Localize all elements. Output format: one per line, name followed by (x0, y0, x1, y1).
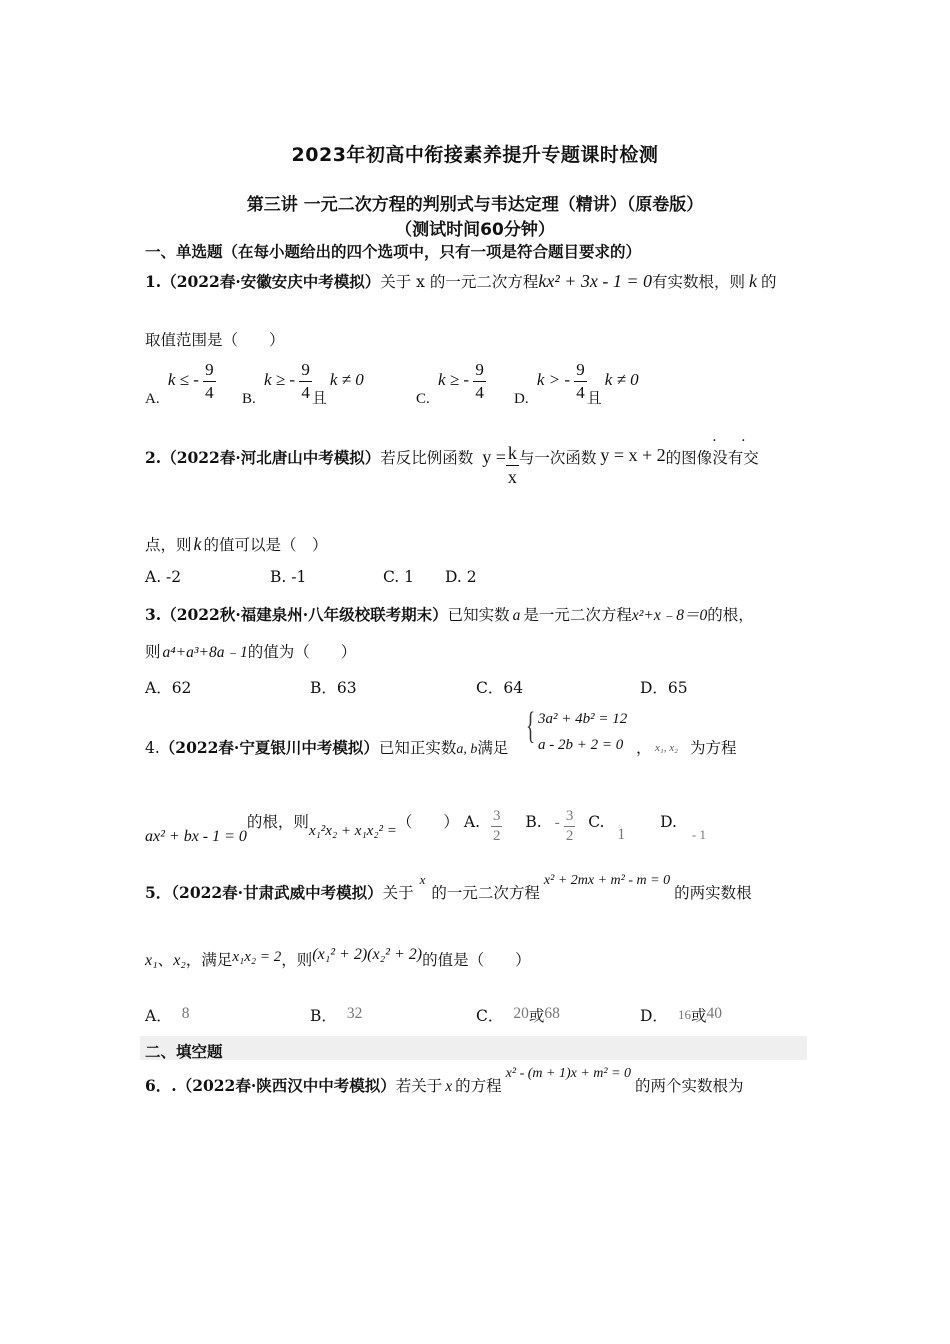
question-6-line-1 (145, 1063, 744, 1096)
option-a-label: A. (145, 390, 160, 407)
question-3-option-c: C．64 (476, 679, 524, 697)
question-4-option-d-value: - 1 (691, 826, 706, 842)
option-c-den: 4 (475, 382, 484, 402)
q5-d-value-2: 40 (706, 1005, 722, 1022)
q5-c-value-1: 20 (513, 1005, 529, 1022)
question-1-line-1 (145, 270, 777, 292)
q5-a-label: A． (145, 1007, 172, 1025)
question-2-fraction (506, 443, 519, 487)
question-3-source: （2022秋·福建泉州·八年级校联考期末） (161, 605, 448, 624)
question-5-equation: x² + 2mx + m² - m = 0 (543, 873, 671, 888)
emphasis-dots-icon: · · (712, 433, 756, 449)
question-5-sep: 、 (157, 951, 174, 969)
question-2-text: 若反比例函数 (380, 449, 474, 467)
question-6-source: （2022春·陕西汉中中考模拟） (176, 1076, 396, 1095)
question-2-number: 2. (145, 448, 162, 467)
question-5-text-3: 的两实数根 (674, 884, 752, 902)
question-3-line-1 (145, 603, 754, 625)
question-5-condition: x₁x₂ = 2 (232, 949, 282, 965)
option-a-fraction (203, 360, 216, 402)
question-4-option-c-label: C. (588, 812, 605, 831)
question-5-text-5: ，则 (281, 951, 313, 969)
option-d-and: 且 (586, 390, 602, 407)
q5-a-value: 8 (181, 1005, 190, 1022)
question-1-source: （2022春·安徽安庆中考模拟） (161, 272, 381, 291)
question-4-roots: x₁, x₂ (655, 742, 678, 754)
question-1-equation: kx² + 3x - 1 = 0 (538, 271, 652, 291)
option-d-fraction (574, 360, 587, 402)
question-4-text-2: 满足 (477, 739, 509, 757)
question-2-option-d: D. 2 (445, 568, 477, 586)
question-3-number: 3. (145, 605, 162, 624)
question-3-a: a (512, 607, 521, 624)
question-1-text: 关于 x 的一元二次方程 (380, 273, 539, 291)
question-5-number: 5． (145, 883, 172, 902)
question-4-text-5: （ ） (396, 812, 459, 831)
option-b-den: 4 (301, 382, 310, 402)
lecture-title: 第三讲 一元二次方程的判别式与韦达定理（精讲）（原卷版） (246, 195, 704, 215)
q4-a-num: 3 (491, 808, 503, 827)
question-5-expression: (x₁² + 2)(x₂² + 2) (312, 946, 423, 963)
q4-a-den: 2 (492, 828, 501, 845)
system-brace-icon: { (526, 705, 536, 747)
q5-d-value-1: 16 (677, 1007, 691, 1022)
question-4-option-c-value: 1 (617, 825, 626, 843)
question-5-source: （2022春·甘肃武威中考模拟） (171, 883, 383, 902)
question-4-option-b-label: B. (525, 812, 542, 831)
question-6-number: 6．. (145, 1076, 177, 1095)
question-5-x1: x₁ (145, 952, 158, 969)
q5-b-label: B． (310, 1007, 337, 1025)
question-6-x: x (445, 1078, 453, 1095)
option-b-fraction (299, 360, 312, 402)
question-5-x: x (419, 872, 426, 887)
question-3-option-a: A．62 (145, 679, 192, 697)
question-1-option-d (514, 360, 639, 408)
q5-b-value: 32 (346, 1005, 363, 1022)
question-3-option-b: B．63 (310, 679, 357, 697)
question-2-line-1 (145, 433, 759, 487)
question-5-line-1 (145, 870, 752, 903)
question-2-frac-num: k (506, 443, 519, 466)
q5-c-value-2: 68 (544, 1005, 560, 1022)
question-2-option-b: B. -1 (270, 568, 307, 586)
question-4-option-a-fraction (491, 808, 503, 846)
option-c-label: C. (416, 390, 430, 407)
question-1-text-3: 的 (761, 273, 777, 291)
question-2-source: （2022春·河北唐山中考模拟） (161, 448, 381, 467)
test-time: （测试时间60分钟） (395, 220, 555, 240)
system-equation-2: a - 2b + 2 = 0 (538, 737, 624, 753)
option-d-num: 9 (574, 360, 587, 382)
section-2-band (140, 1036, 807, 1060)
question-6-text-2: 的方程 (455, 1077, 502, 1095)
q4-b-sign: - (554, 813, 560, 831)
question-3-expression: a⁴+a³+8a﹣1 (162, 644, 248, 661)
question-4-line-1 (145, 736, 508, 758)
question-2-y-eq: y = (482, 447, 506, 467)
option-b-expr: k ≥ - (264, 369, 296, 389)
option-d-expr: k > - (536, 369, 571, 389)
question-6-text-3: 的两个实数根为 (635, 1077, 744, 1095)
question-5-text-6: 的值是（ ） (422, 951, 531, 969)
question-5-line-2 (145, 946, 531, 970)
q5-d-label: D． (640, 1007, 668, 1025)
q5-c-label: C． (476, 1007, 504, 1025)
option-d-den: 4 (576, 382, 585, 402)
question-5-text-2: 的一元二次方程 (431, 884, 540, 902)
q4-b-num: 3 (564, 808, 576, 827)
question-4-comma: ， (636, 739, 652, 757)
question-2-frac-den: x (507, 466, 517, 487)
question-3-equation: x²+x﹣8＝0 (631, 607, 708, 624)
option-c-fraction (473, 360, 486, 402)
question-3-text: 已知实数 (447, 606, 510, 624)
question-5-text: 关于 (382, 884, 414, 902)
question-4-number: 4. (145, 739, 160, 757)
question-2-linear-eq: y = x + 2 (600, 445, 666, 465)
question-2-emphasis-text: 没有 (712, 449, 744, 467)
question-2-text-4: 交 (743, 449, 759, 467)
q5-c-or: 或 (528, 1007, 545, 1025)
question-4-option-d-label: D. (660, 812, 677, 831)
option-b-and: 且 (311, 390, 327, 407)
question-3-text-2: 是一元二次方程 (523, 606, 632, 624)
question-1-option-a (145, 360, 216, 408)
system-equation-1: 3a² + 4b² = 12 (538, 711, 628, 727)
question-4-expression: x₁²x₂ + x₁x₂² = (308, 822, 397, 839)
question-2-text-6: 的值可以是（ ） (203, 536, 328, 554)
question-4-source: （2022春·宁夏银川中考模拟） (159, 738, 379, 757)
question-3-text-4: 则 (145, 643, 161, 661)
question-4-option-a-label: A. (463, 812, 480, 831)
question-1-line-2: 取值范围是（ ） (145, 331, 285, 349)
question-5-option-b (310, 1004, 362, 1026)
option-b-num: 9 (299, 360, 312, 382)
option-a-expr: k ≤ - (167, 369, 199, 389)
question-1-number: 1. (145, 272, 162, 291)
section-heading-fill-in: 二、填空题 (145, 1043, 223, 1061)
document-title: 2023年初高中衔接素养提升专题课时检测 (291, 144, 659, 166)
question-4-line-2 (145, 808, 706, 846)
question-6-equation: x² - (m + 1)x + m² = 0 (505, 1066, 632, 1081)
question-4-text: 已知正实数 (378, 739, 457, 757)
option-c-expr: k ≥ - (438, 369, 470, 389)
question-5-text-4: ，满足 (185, 951, 233, 969)
question-4-text-4: 的根，则 (246, 812, 309, 831)
option-c-num: 9 (473, 360, 486, 382)
question-2-text-2: 与一次函数 (518, 449, 597, 467)
section-heading-single-choice: 一、单选题（在每小题给出的四个选项中，只有一项是符合题目要求的） (145, 243, 642, 261)
question-2-line-2 (145, 533, 328, 555)
question-1-text-2: 有实数根，则 (652, 273, 746, 291)
question-3-line-2 (145, 640, 356, 662)
question-2-option-c: C. 1 (383, 568, 415, 586)
question-1-k: k (749, 271, 758, 291)
question-2-text-5: 点，则 (145, 536, 192, 554)
option-d-extra: k ≠ 0 (604, 369, 639, 389)
question-5-option-c (476, 1004, 560, 1026)
question-4-equation: ax² + bx - 1 = 0 (145, 827, 247, 845)
question-2-emphasis (712, 433, 756, 467)
q5-d-or: 或 (690, 1007, 707, 1025)
question-2-text-3: 的图像 (665, 449, 713, 467)
option-a-num: 9 (203, 360, 216, 382)
question-4-option-b-fraction (564, 808, 576, 846)
question-6-text: 若关于 (395, 1077, 443, 1095)
question-3-text-3: 的根， (707, 606, 754, 624)
option-b-label: B. (242, 390, 256, 407)
question-3-option-d: D．65 (640, 679, 688, 697)
option-a-den: 4 (205, 382, 214, 402)
option-b-extra: k ≠ 0 (329, 369, 364, 389)
question-5-x2: x₂ (173, 952, 186, 969)
question-4-text-3: 为方程 (690, 739, 737, 757)
question-5-option-d (640, 1004, 722, 1026)
q4-b-den: 2 (565, 828, 574, 845)
question-2-k: k (193, 534, 202, 554)
question-3-text-5: 的值为（ ） (247, 643, 357, 661)
question-2-option-a: A. -2 (145, 568, 182, 586)
option-d-label: D. (514, 390, 529, 407)
question-4-ab: a, b (456, 742, 478, 757)
question-1-option-b (242, 360, 364, 408)
question-5-option-a (145, 1004, 189, 1026)
question-1-option-c (416, 360, 486, 408)
